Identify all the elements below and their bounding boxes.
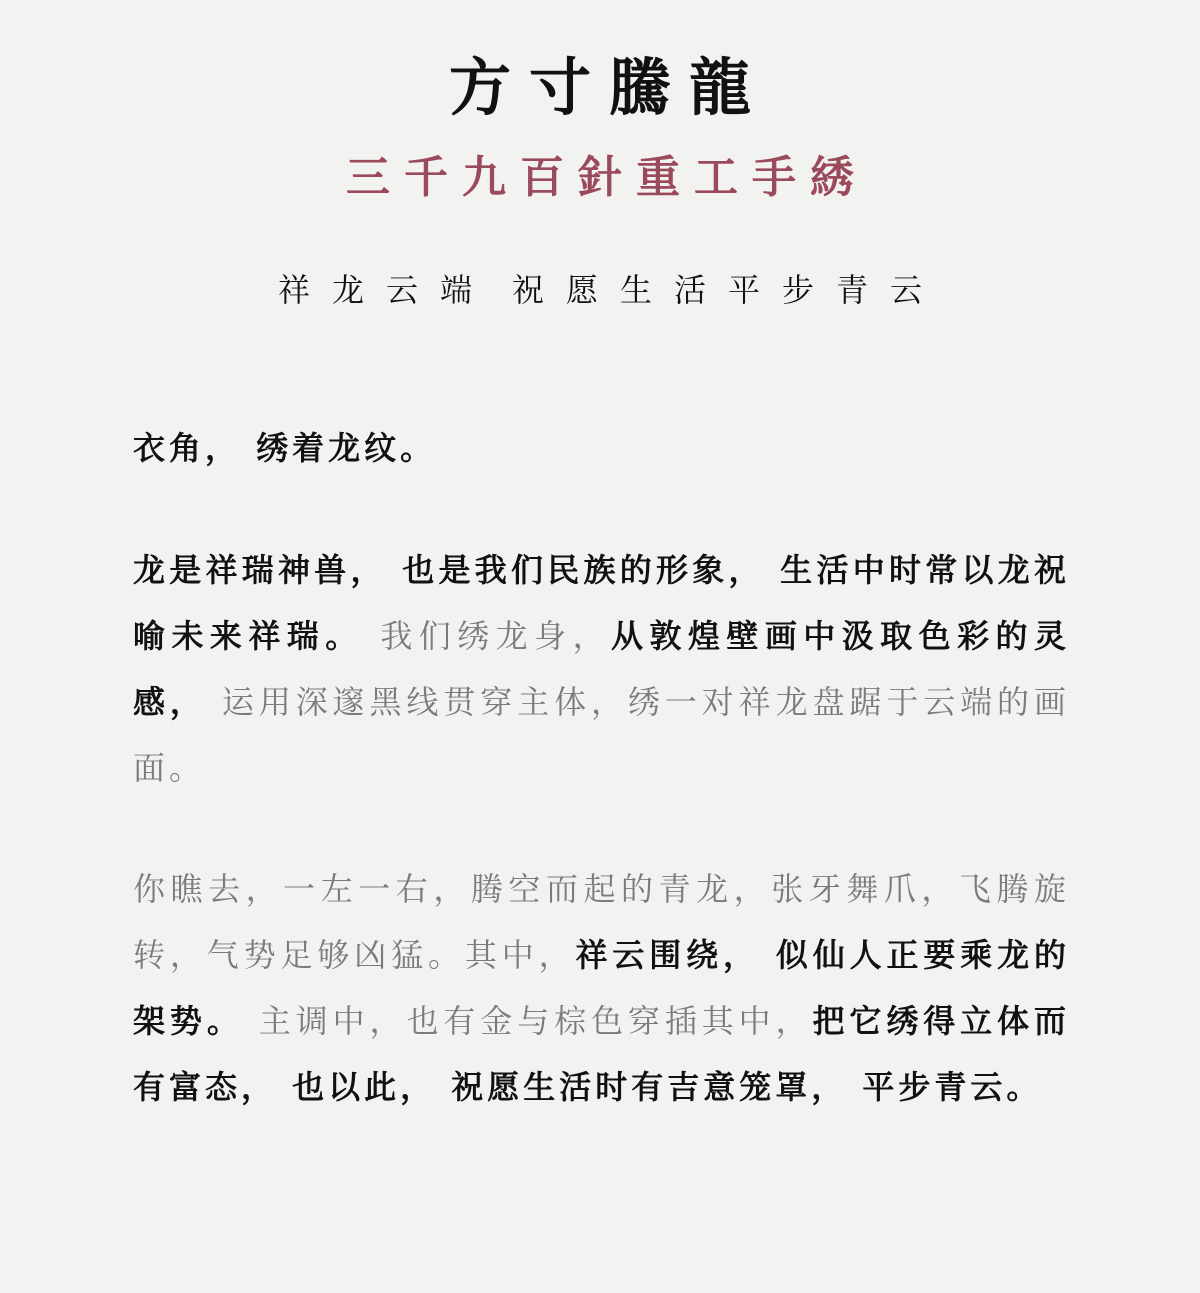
motto-part-1: 祥龙云端 bbox=[277, 271, 494, 309]
paragraph-3-segment-1: 你瞧去，一左一右，腾空而起的青龙，张牙舞爪，飞腾旋转，气势足够凶猛。其中， bbox=[133, 870, 1070, 974]
paragraph-1-segment-1: 衣角， 绣着龙纹。 bbox=[133, 429, 437, 467]
page-title: 方寸騰龍 bbox=[448, 51, 769, 124]
paragraph-2 bbox=[133, 537, 1070, 801]
paragraph-2-segment-2: 我们绣龙身， bbox=[363, 617, 612, 655]
paragraph-3-segment-4: 把它绣得立体而有富态， 也以此， 祝愿生活时有吉意笼罩， 平步青云。 bbox=[133, 1002, 1070, 1106]
paragraph-1 bbox=[133, 415, 1070, 481]
paragraph-2-segment-1: 龙是祥瑞神兽， 也是我们民族的形象， 生活中时常以龙祝喻未来祥瑞。 bbox=[133, 551, 1070, 655]
paragraph-3 bbox=[133, 856, 1070, 1120]
motto-line bbox=[0, 266, 1200, 314]
paragraph-3-segment-2: 祥云围绕， 似仙人正要乘龙的架势。 bbox=[133, 936, 1070, 1040]
paragraph-2-segment-3: 从敦煌壁画中汲取色彩的灵感， bbox=[133, 617, 1070, 721]
paragraph-3-segment-3: 主调中，也有金与棕色穿插其中， bbox=[243, 1002, 813, 1040]
paragraph-2-segment-4: 运用深邃黑线贯穿主体，绣一对祥龙盘踞于云端的画面。 bbox=[133, 683, 1070, 787]
page-subtitle: 三千九百針重工手綉 bbox=[346, 152, 868, 203]
motto-part-2: 祝愿生活平步青云 bbox=[512, 271, 945, 309]
